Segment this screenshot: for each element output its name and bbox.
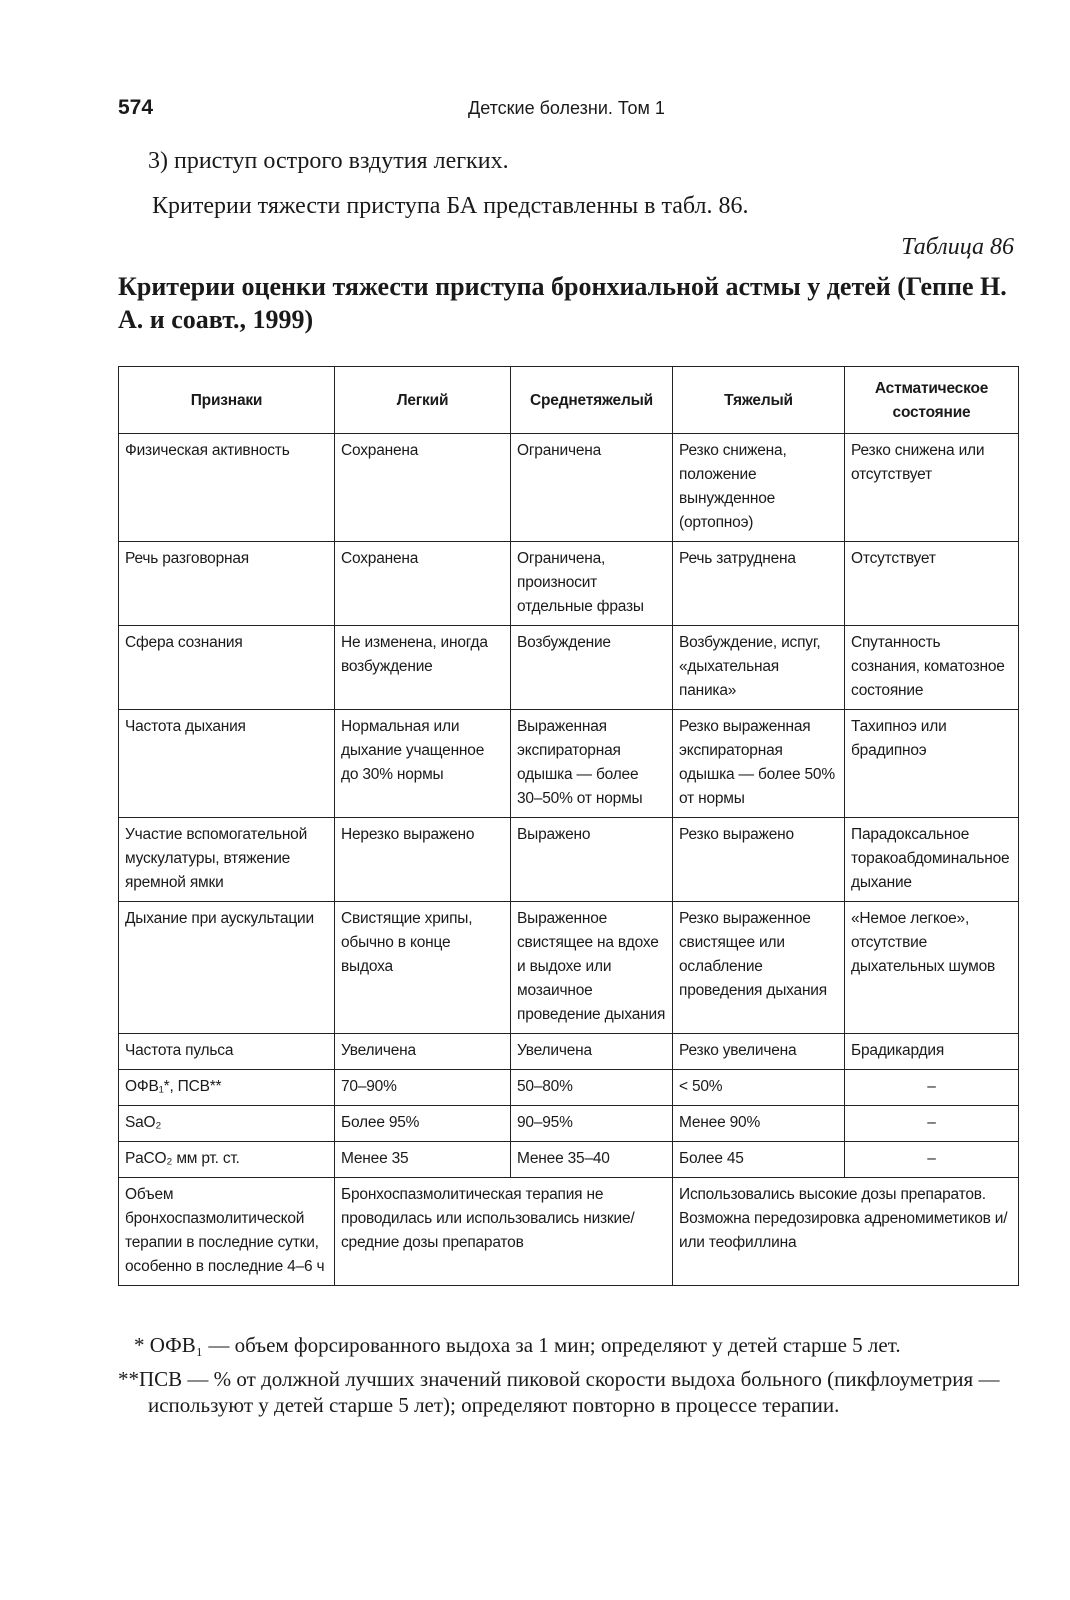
table-cell: Увеличена [511, 1034, 673, 1070]
table-cell: Более 95% [335, 1106, 511, 1142]
footnotes [118, 1332, 1018, 1418]
table-row [119, 902, 1019, 1034]
table-cell: «Немое легкое», отсутствие дыхательных шумов [845, 902, 1019, 1034]
table-cell: – [845, 1070, 1019, 1106]
row-label: Дыхание при аускультации [119, 902, 335, 1034]
table-cell: Резко снижена или отсутствует [845, 434, 1019, 542]
table-cell: Ограничена [511, 434, 673, 542]
row-label: Сфера сознания [119, 626, 335, 710]
table-cell: Резко выражено [673, 818, 845, 902]
column-header: Признаки [119, 367, 335, 434]
row-label: Участие вспомогательной мускулатуры, втяжение яремной ямки [119, 818, 335, 902]
row-label: Объем бронхоспазмолитической терапии в последние сутки, особенно в последние 4–6 ч [119, 1178, 335, 1286]
table-cell: Выраженное свистящее на вдохе и выдохе или мозаичное проведение дыхания [511, 902, 673, 1034]
table-cell: Возбуждение, испуг, «дыхательная паника» [673, 626, 845, 710]
row-label: SaO₂ [119, 1106, 335, 1142]
table-row [119, 1034, 1019, 1070]
table-row [119, 434, 1019, 542]
table-cell-merged: Использовались высокие дозы препаратов. Возможна передозировка адреномиметиков и/или теофиллина [673, 1178, 1019, 1286]
table-cell: Более 45 [673, 1142, 845, 1178]
table-label: Таблица 86 [901, 234, 1014, 260]
table-cell: Тахипноэ или брадипноэ [845, 710, 1019, 818]
footnote-2: **ПСВ — % от должной лучших значений пиковой скорости выдоха больного (пикфлоуметрия — используют у детей старше 5 лет); определяют повторно в процессе терапии. [118, 1367, 1000, 1417]
table-cell-merged: Бронхоспазмолитическая терапия не проводилась или использовались низкие/средние дозы препаратов [335, 1178, 673, 1286]
table-header-row [119, 367, 1019, 434]
table-cell: Резко увеличена [673, 1034, 845, 1070]
column-header: Среднетяжелый [511, 367, 673, 434]
criteria-table [118, 366, 1018, 1286]
table-cell: Спутанность сознания, коматозное состояние [845, 626, 1019, 710]
table-cell: Резко снижена, положение вынужденное (ортопноэ) [673, 434, 845, 542]
row-label: PaCO₂ мм рт. ст. [119, 1142, 335, 1178]
running-head: Детские болезни. Том 1 [468, 98, 665, 118]
table-row [119, 626, 1019, 710]
row-label: ОФВ₁*, ПСВ** [119, 1070, 335, 1106]
table-title: Критерии оценки тяжести приступа бронхиальной астмы у детей (Геппе Н. А. и соавт., 1999) [118, 272, 1007, 334]
row-label: Физическая активность [119, 434, 335, 542]
table-cell: Нерезко выражено [335, 818, 511, 902]
table-cell: Возбуждение [511, 626, 673, 710]
page-number: 574 [118, 96, 154, 119]
table-cell: 70–90% [335, 1070, 511, 1106]
table-cell: Выражено [511, 818, 673, 902]
table-cell: Выраженная экспираторная одышка — более 30–50% от нормы [511, 710, 673, 818]
table-row [119, 1178, 1019, 1286]
row-label: Частота дыхания [119, 710, 335, 818]
table-row [119, 1142, 1019, 1178]
table-cell: Нормальная или дыхание учащенное до 30% нормы [335, 710, 511, 818]
table-cell: – [845, 1142, 1019, 1178]
table-cell: Брадикардия [845, 1034, 1019, 1070]
column-header: Легкий [335, 367, 511, 434]
table-row [119, 818, 1019, 902]
table-row [119, 1070, 1019, 1106]
row-label: Речь разговорная [119, 542, 335, 626]
table-cell: Речь затруднена [673, 542, 845, 626]
table-cell: Сохранена [335, 542, 511, 626]
table-cell: Менее 35 [335, 1142, 511, 1178]
footnote-1: * ОФВ₁ — объем форсированного выдоха за 1 мин; определяют у детей старше 5 лет. [134, 1333, 901, 1357]
table-cell: < 50% [673, 1070, 845, 1106]
table-cell: Менее 35–40 [511, 1142, 673, 1178]
table-cell: Отсутствует [845, 542, 1019, 626]
list-item: 3) приступ острого вздутия легких. [148, 148, 509, 174]
table-row [119, 542, 1019, 626]
table-cell: Резко выраженное свистящее или ослабление проведения дыхания [673, 902, 845, 1034]
table-cell: Резко выраженная экспираторная одышка — более 50% от нормы [673, 710, 845, 818]
table-cell: Увеличена [335, 1034, 511, 1070]
table-cell: Парадоксальное торакоабдоминальное дыхание [845, 818, 1019, 902]
table-cell: – [845, 1106, 1019, 1142]
table-cell: Менее 90% [673, 1106, 845, 1142]
row-label: Частота пульса [119, 1034, 335, 1070]
table-cell: Ограничена, произносит отдельные фразы [511, 542, 673, 626]
table-cell: 90–95% [511, 1106, 673, 1142]
table-cell: Не изменена, иногда возбуждение [335, 626, 511, 710]
table-cell: Свистящие хрипы, обычно в конце выдоха [335, 902, 511, 1034]
table-cell: Сохранена [335, 434, 511, 542]
table-row [119, 1106, 1019, 1142]
reference-paragraph: Критерии тяжести приступа БА представленны в табл. 86. [152, 193, 749, 219]
table-cell: 50–80% [511, 1070, 673, 1106]
column-header: Астматическое состояние [845, 367, 1019, 434]
table-row [119, 710, 1019, 818]
column-header: Тяжелый [673, 367, 845, 434]
